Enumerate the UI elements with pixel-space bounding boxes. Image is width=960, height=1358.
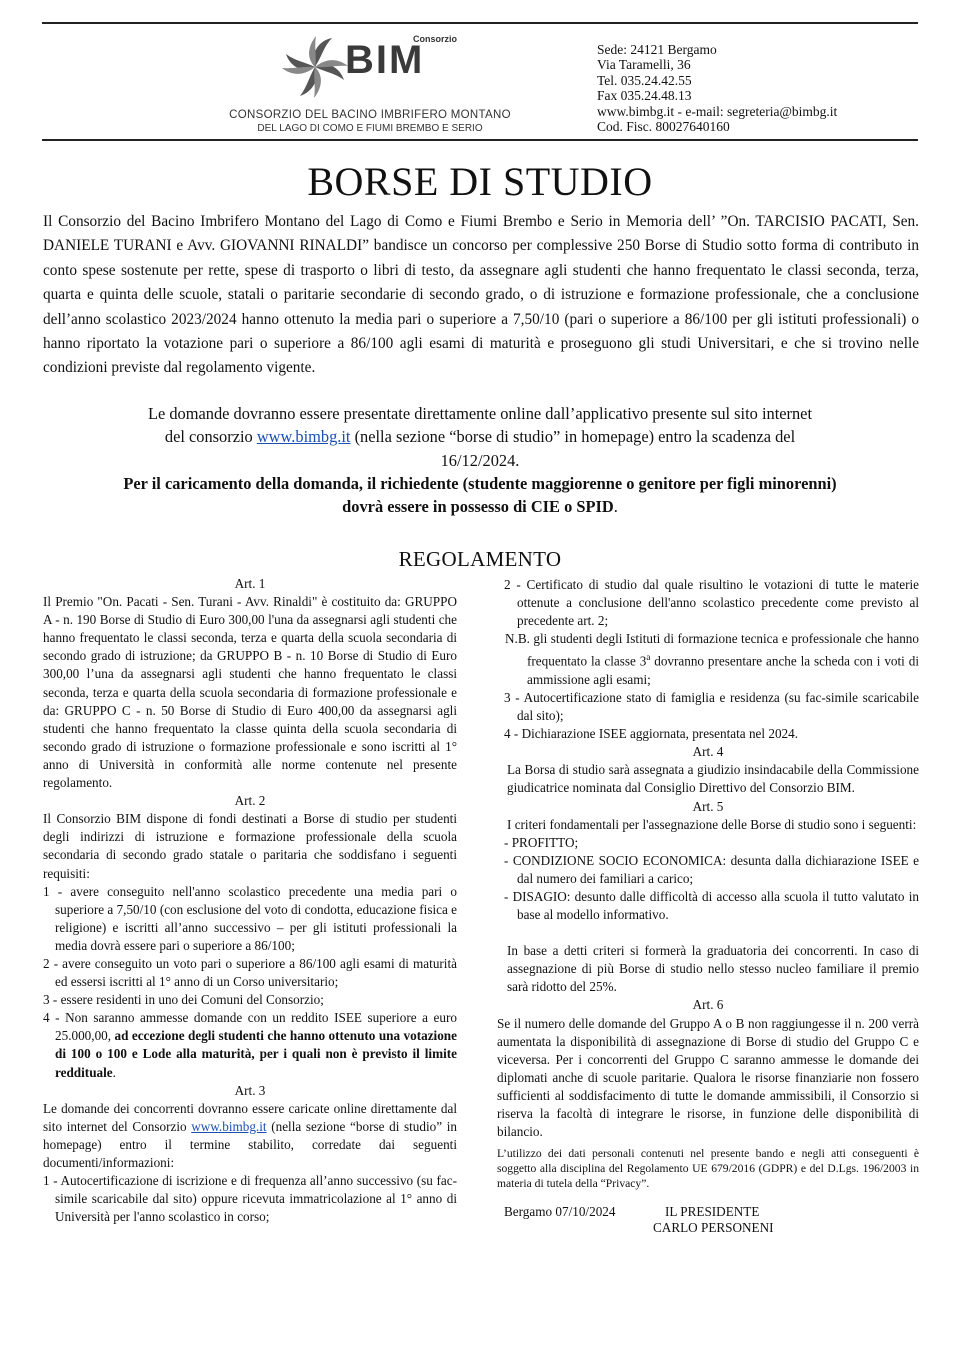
- art1-text: Il Premio "On. Pacati - Sen. Turani - Avv. Rinaldi" è costituito da: GRUPPO A - n. 190 Borse di Studio di Euro 300,00 l'una da assegnarsi agli studenti che hanno frequentato le classi seconda, terza e quarta della scuola secondaria di secondo grado di istruzione; da GRUPPO B - n. 10 Borse di Studio di Euro 300,00 l’una da assegnarsi agli studenti che hanno frequentato le classi seconda, terza e quarta della scuola secondaria di formazione professionale e da: GRUPPO C - n. 50 Borse di Studio di Euro 400,00 da assegnarsi agli studenti che hanno frequentato la classe quinta della scuola secondaria di secondo grado di istruzione o formazione professionale e sono iscritti al 1° anno di Università in conformità alle norme contenute nel presente regolamento.: [43, 594, 457, 791]
- art1-title: Art. 1: [234, 576, 266, 591]
- regolamento-title: REGOLAMENTO: [398, 547, 562, 571]
- contact-fax: Fax 035.24.48.13: [597, 88, 692, 104]
- art5-text: I criteri fondamentali per l'assegnazione delle Borse di studio sono i seguenti:: [507, 816, 917, 832]
- sign-date: Bergamo 07/10/2024: [504, 1203, 616, 1219]
- contact-web-email: www.bimbg.it - e-mail: segreteria@bimbg.it: [597, 103, 838, 119]
- art3-item4: 4 - Dichiarazione ISEE aggiornata, presentata nel 2024.: [504, 726, 799, 742]
- regolamento-left-column: [43, 575, 457, 1226]
- art4-title: Art. 4: [692, 744, 724, 760]
- logo-swirl-icon: [280, 32, 350, 102]
- logo-line2: DEL LAGO DI COMO E FIUMI BREMBO E SERIO: [257, 123, 483, 134]
- contact-address: Sede: 24121 Bergamo: [597, 42, 717, 57]
- header-top-rule: [42, 22, 918, 24]
- website-link[interactable]: www.bimbg.it: [256, 427, 351, 447]
- art5-text2: In base a detti criteri si formerà la graduatoria dei concorrenti. In caso di assegnazione di più Borse di studio nello stesso nucleo familiare il premio sarà ridotto del 25%.: [507, 943, 919, 995]
- art3-item1: 1 - Autocertificazione di iscrizione e di frequenza all’anno successivo (su fac-simile scaricabile dal sito) oppure ricevuta immatricolazione al 1° anno di Università per l'anno scolastico in corso;: [43, 1173, 457, 1225]
- contact-tax-code: Cod. Fisc. 80027640160: [597, 119, 730, 135]
- consorzio-bim-logo: [205, 32, 535, 136]
- art5-item-disagio: - DISAGIO: desunto dalle difficoltà di accesso alla scuola il tutto valutato in base al modello informativo.: [504, 888, 919, 923]
- art3-website-link[interactable]: www.bimbg.it: [191, 1118, 267, 1134]
- art5-title: Art. 5: [692, 798, 724, 814]
- sign-role: IL PRESIDENTE: [665, 1203, 760, 1219]
- art4-text: La Borsa di studio sarà assegnata a giudizio insindacabile della Commissione giudicatrice nominata dal Consiglio Direttivo del Consorzio BIM.: [507, 762, 919, 796]
- notice-line1: Le domande dovranno essere presentate direttamente online dall’applicativo presente sul sito internet: [147, 404, 813, 423]
- regolamento-right-column: [497, 576, 919, 1244]
- contact-block: [597, 42, 837, 134]
- signature-block: [497, 1204, 919, 1244]
- header-bottom-rule: [42, 139, 918, 141]
- logo-small-text: Consorzio: [413, 34, 457, 44]
- art5-item-condizione: - CONDIZIONE SOCIO ECONOMICA: desunta dalla dichiarazione ISEE e dal numero dei familiari a carico;: [504, 852, 919, 886]
- art3-title: Art. 3: [234, 1082, 266, 1098]
- sign-name: CARLO PERSONENI: [653, 1219, 774, 1235]
- art3-item2: 2 - Certificato di studio dal quale risultino le votazioni di tutte le materie ottenute a conclusione dell'anno scolastico precedente come previsto al precedente art. 2;: [504, 577, 919, 629]
- contact-street: Via Taramelli, 36: [597, 57, 691, 73]
- privacy-notice: L’utilizzo dei dati personali contenuti nel presente bando e negli atti conseguenti è soggetto alla disciplina del Regolamento UE 679/2016 (GDPR) e del D.Lgs. 196/2003 in materia di tutela della “Privacy”.: [497, 1147, 919, 1190]
- cie-spid-notice: Per il caricamento della domanda, il richiedente (studente maggiorenne o genitore per figli minorenni) dovrà essere in possesso di CIE o SPID.: [123, 474, 837, 517]
- art2-item2: 2 - avere conseguito un voto pari o superiore a 86/100 agli esami di maturità ed essersi iscritti al 1° anno di un Corso universitario;: [43, 955, 457, 990]
- art2-item1: 1 - avere conseguito nell'anno scolastico precedente una media pari o superiore a 7,50/10 (con esclusione del voto di condotta, educazione fisica e religione) e iscritti all’anno successivo – per gli istituti professionali la media dovrà essere pari o superiore a 86/100;: [43, 883, 457, 953]
- art5-item-profitto: - PROFITTO;: [504, 834, 579, 850]
- notice-deadline: 16/12/2024.: [440, 450, 520, 470]
- art2-text: Il Consorzio BIM dispone di fondi destinati a Borse di studio per studenti degli indirizzi di istruzione e formazione professionale della scuola secondaria di secondo grado statale o paritaria che soddisfano i seguenti requisiti:: [43, 811, 457, 881]
- art3-text: Le domande dei concorrenti dovranno essere caricate online direttamente dal sito internet del Consorzio www.bimbg.it (nella sezione “borse di studio” in homepage) entro il termine stabilito, corredate dai seguenti documenti/informazioni:: [43, 1100, 457, 1170]
- art6-title: Art. 6: [692, 997, 724, 1013]
- logo-bim-text: BIM: [345, 38, 425, 82]
- notice-line2: del consorzio www.bimbg.it (nella sezione “borse di studio” in homepage) entro la scadenza del: [164, 427, 796, 447]
- intro-paragraph: Il Consorzio del Bacino Imbrifero Montano del Lago di Como e Fiumi Brembo e Serio in Memoria dell’ ”On. TARCISIO PACATI, Sen. DANIELE TURANI e Avv. GIOVANNI RINALDI” bandisce un concorso per complessive 250 Borse di Studio sotto forma di contributo in conto spese sostenute per rette, spese di trasporto o libri di testo, da assegnare agli studenti che hanno frequentato le classi seconda, terza, quarta e quinta delle scuole, statali o paritarie secondarie di secondo grado, o di istruzione e formazione professionale, che a conclusione dell’anno scolastico 2023/2024 hanno ottenuto la media pari o superiore a 7,50/10 (pari o superiore a 86/100 per gli istituti professionali) o hanno riportato la votazione pari o superiore a 86/100 agli esami di maturità e proseguono gli studi Universitari, e che si trovino nelle condizioni previste dal regolamento vigente.: [43, 213, 919, 377]
- page-title: BORSE DI STUDIO: [307, 159, 653, 204]
- application-notice: [110, 402, 850, 472]
- art6-text: Se il numero delle domande del Gruppo A o B non raggiungesse il n. 200 verrà aumentata la disponibilità di assegnazione di Borse di studio del Gruppo C e viceversa. Per i concorrenti del Gruppo C saranno ammesse le domande dei diplomati anche di scuole paritarie. Qualora le risorse finanziarie non fossero sufficienti al soddisfacimento di tutte le domande ammissibili, il Consorzio si riserva la facoltà di integrare le risorse, in funzione delle disponibilità di bilancio.: [497, 1015, 919, 1140]
- contact-phone: Tel. 035.24.42.55: [597, 72, 692, 88]
- logo-line1: CONSORZIO DEL BACINO IMBRIFERO MONTANO: [229, 109, 511, 121]
- art3-nb-note: N.B. gli studenti degli Istituti di formazione tecnica e professionale che hanno frequentato la classe 3$^a$ dovranno presentare anche la scheda con i voti di ammissione agli esami;: [505, 631, 919, 687]
- art2-item4: 4 - Non saranno ammesse domande con un reddito ISEE superiore a euro 25.000,00, ad eccezione degli studenti che hanno ottenuto una votazione di 100 o 100 e Lode alla maturità, per i quali non è previsto il limite reddituale.: [43, 1010, 457, 1080]
- art2-title: Art. 2: [234, 793, 266, 809]
- art3-item3: 3 - Autocertificazione stato di famiglia e residenza (su fac-simile scaricabile dal sito);: [504, 689, 919, 724]
- art2-item3: 3 - essere residenti in uno dei Comuni del Consorzio;: [43, 992, 324, 1008]
